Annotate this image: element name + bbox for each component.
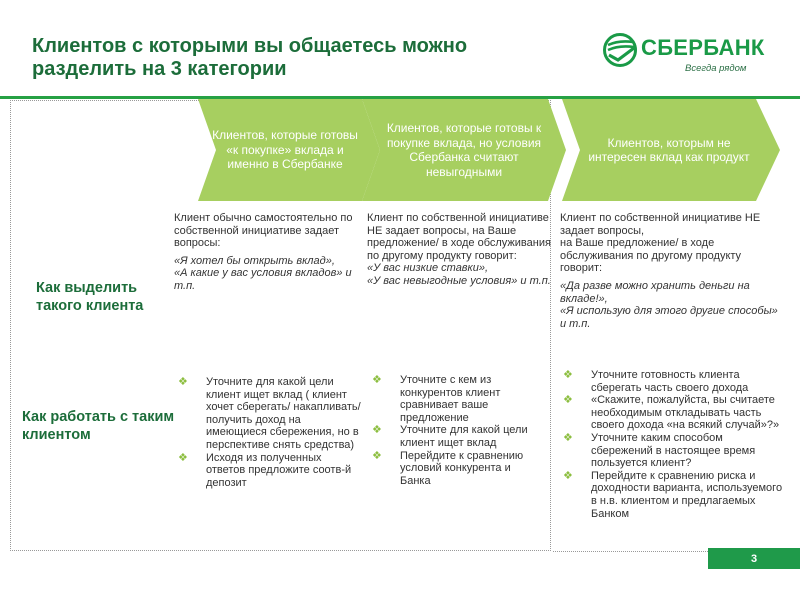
category-3-header: Клиентов, которым не интересен вклад как продукт: [588, 135, 750, 164]
client-quote: «Да разве можно хранить деньги на вкладе!»,: [560, 279, 750, 305]
diamond-bullet-icon: ❖: [178, 451, 188, 464]
tip-text: Уточните с кем из конкурентов клиент сравнивает ваше предложение: [400, 374, 501, 424]
category-3-tips: [563, 369, 785, 520]
diamond-bullet-icon: ❖: [563, 469, 573, 482]
category-1-tips: [178, 376, 362, 489]
diamond-bullet-icon: ❖: [372, 374, 382, 386]
row-label-identify: Как выделить такого клиента: [36, 280, 144, 314]
brand-slogan: Всегда рядом: [685, 63, 747, 74]
diamond-bullet-icon: ❖: [178, 376, 188, 388]
tip-text: Перейдите к сравнению условий конкурента и Банка: [400, 449, 524, 487]
tip-item: [372, 424, 544, 449]
category-3-description: [560, 212, 784, 330]
description-text: Клиент обычно самостоятельно по собственной инициативе задает вопросы:: [174, 212, 353, 250]
tip-text: «Скажите, пожалуйста, вы считаете необходимым откладывать часть своего дохода «на всякий случай»?»: [591, 394, 780, 432]
diamond-bullet-icon: ❖: [372, 449, 382, 462]
tip-item: [372, 450, 544, 488]
slide-title: Клиентов с которыми вы общаетесь можно разделить на 3 категории: [32, 35, 468, 80]
tip-text: Уточните для какой цели клиент ищет вклад: [400, 424, 528, 449]
diamond-bullet-icon: ❖: [563, 431, 573, 444]
tip-text: Уточните каким способом сбережений в настоящее время пользуется клиент?: [591, 431, 756, 470]
diamond-bullet-icon: ❖: [372, 424, 382, 437]
row-label-work: Как работать с таким клиентом: [22, 409, 175, 443]
tip-item: [178, 376, 362, 452]
tip-text: Уточните для какой цели клиент ищет вклад ( клиент хочет сберегать/ накапливать/ получить доход на имеющиеся сбережения, но в перспективе снять средства): [206, 376, 361, 451]
tip-text: Уточните готовность клиента сберегать часть своего дохода: [591, 369, 749, 394]
tip-item: [563, 432, 785, 470]
page-number: 3: [708, 548, 800, 569]
brand-name: СБЕРБАНК: [641, 35, 765, 60]
client-quote: «У вас низкие ставки»,: [367, 262, 489, 275]
tip-item: [563, 394, 785, 432]
description-text: на Ваше предложение/ в ходе обслуживания по другому продукту говорит:: [560, 237, 742, 275]
tip-item: [178, 452, 362, 490]
category-1-description: [174, 212, 358, 293]
tip-item: [372, 374, 544, 424]
diamond-bullet-icon: ❖: [563, 394, 573, 407]
description-text: Клиент по собственной инициативе НЕ задает вопросы,: [560, 212, 761, 237]
tip-text: Перейдите к сравнению риска и доходности варианта, используемого в н.в. клиентом и предлагаемых Банком: [591, 469, 783, 520]
client-quote: «У вас невыгодные условия» и т.п.: [367, 274, 551, 287]
tip-item: [563, 470, 785, 520]
description-text: Клиент по собственной инициативе НЕ задает вопросы, на Ваше предложение/ в ходе обслуживания по другому продукту говорит:: [367, 212, 551, 262]
category-2-description: [367, 212, 553, 288]
tip-item: [563, 369, 785, 394]
category-2-tips: [372, 374, 544, 487]
client-quote: «Я использую для этого другие способы» и т.п.: [560, 305, 778, 330]
tip-text: Исходя из полученных ответов предложите соотв-й депозит: [206, 451, 352, 489]
client-quote: «Я хотел бы открыть вклад»,: [174, 254, 335, 267]
client-quote: «А какие у вас условия вкладов» и т.п.: [174, 267, 352, 292]
diamond-bullet-icon: ❖: [563, 369, 573, 381]
category-1-header: Клиентов, которые готовы «к покупке» вклада и именно в Сбербанке: [212, 128, 358, 172]
category-2-header: Клиентов, которые готовы к покупке вклада, но условия Сбербанка считают невыгодными: [386, 121, 542, 179]
